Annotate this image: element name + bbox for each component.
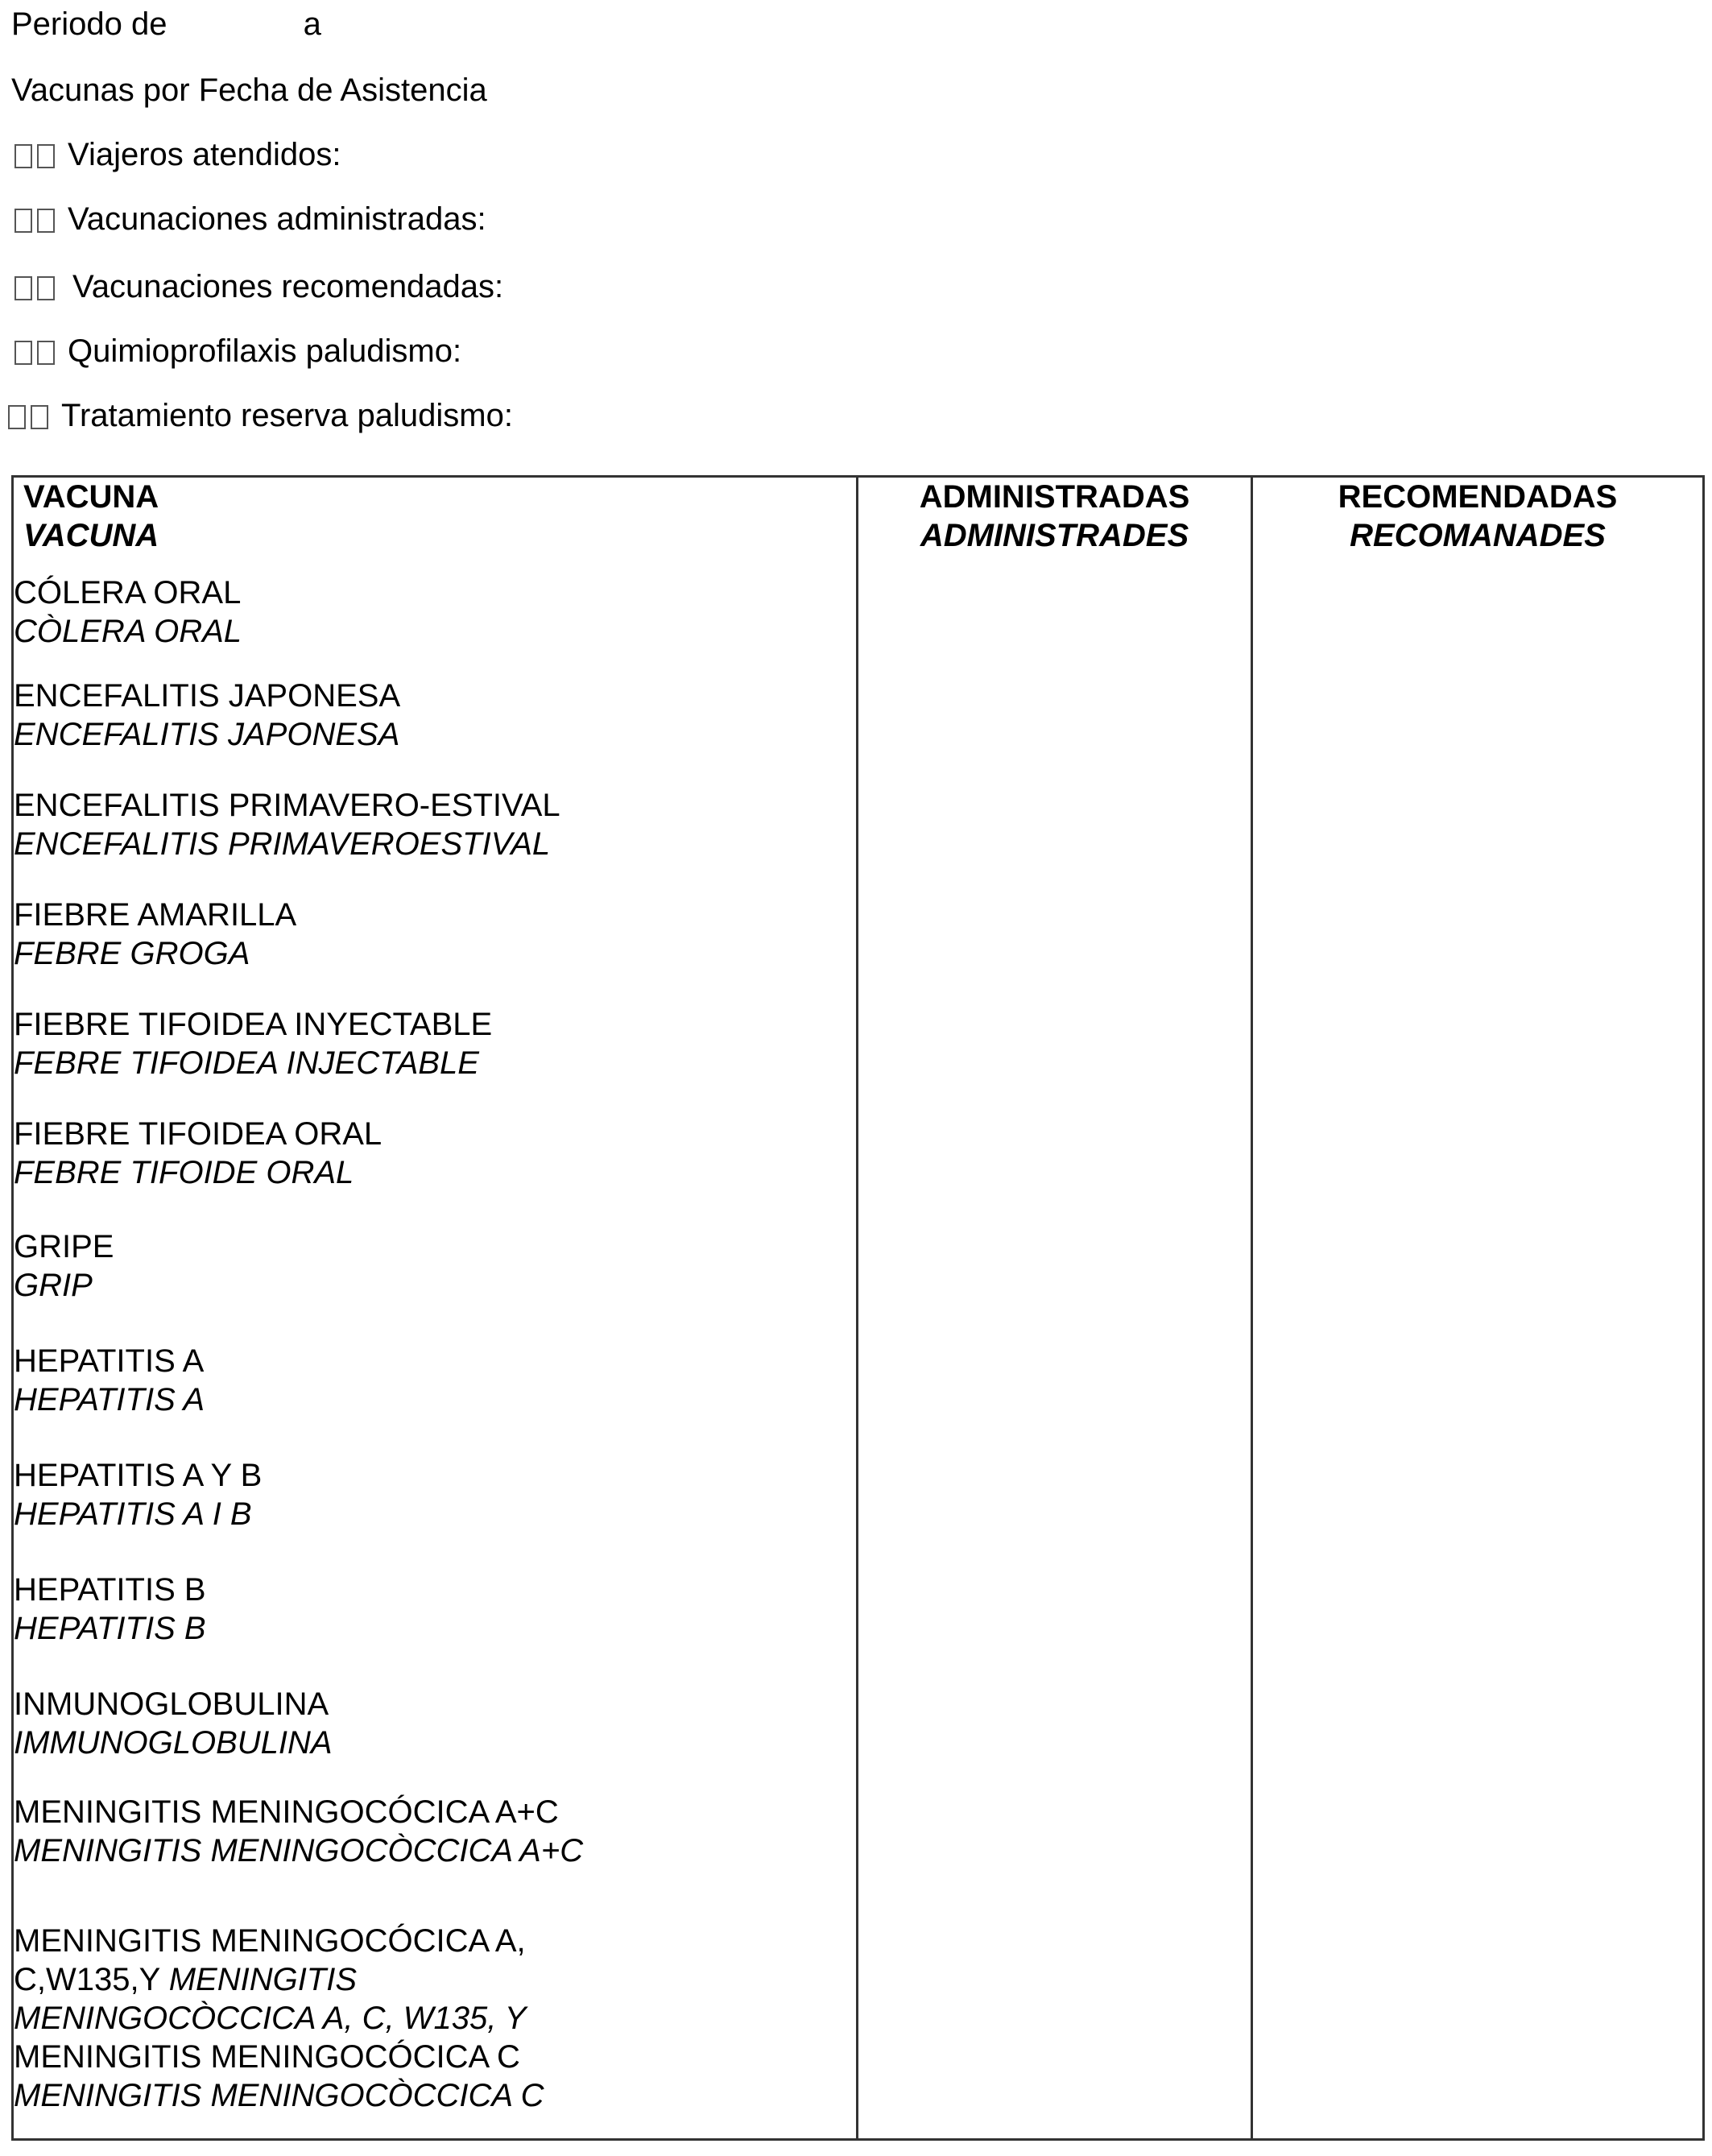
- vaccine-name-es: FIEBRE AMARILLA: [14, 896, 297, 933]
- vaccine-name-ca: MENINGITIS: [168, 1961, 358, 1997]
- vaccine-name-ca: ENCEFALITIS JAPONESA: [14, 716, 400, 752]
- vaccine-name-es: ENCEFALITIS JAPONESA: [14, 677, 401, 714]
- col-header-ca: VACUNA: [23, 518, 159, 553]
- summary-label: Vacunaciones recomendadas:: [72, 269, 504, 304]
- list-item: [14, 1685, 856, 1762]
- checkbox-icon: [14, 276, 32, 300]
- col-header-es: ADMINISTRADAS: [919, 479, 1190, 515]
- vaccine-name-es: MENINGITIS MENINGOCÓCICA C: [14, 2038, 520, 2075]
- col-header-es: VACUNA: [23, 479, 159, 515]
- col-header-ca: RECOMANADES: [1350, 518, 1606, 553]
- periodo-separator: a: [303, 6, 321, 42]
- col-header-ca: ADMINISTRADES: [920, 518, 1189, 553]
- vaccine-name-es: MENINGITIS MENINGOCÓCICA A,: [14, 1922, 526, 1959]
- list-item: [14, 573, 856, 651]
- checkbox-pair: [14, 335, 60, 374]
- list-item: [14, 1456, 856, 1533]
- summary-label: Quimioprofilaxis paludismo:: [68, 333, 462, 369]
- vaccine-name-ca: CÒLERA ORAL: [14, 613, 242, 649]
- checkbox-icon: [37, 144, 55, 168]
- vaccine-name-ca: HEPATITIS A I B: [14, 1496, 252, 1532]
- col-header-vacuna: [13, 477, 858, 573]
- table-body-row: [13, 573, 1704, 2140]
- vaccine-name-ca: ENCEFALITIS PRIMAVEROESTIVAL: [14, 826, 551, 862]
- vaccine-name-es: ENCEFALITIS PRIMAVERO-ESTIVAL: [14, 787, 560, 823]
- checkbox-icon: [37, 276, 55, 300]
- summary-quimioprofilaxis: [14, 332, 461, 374]
- recomendadas-cell[interactable]: [1252, 573, 1704, 2140]
- checkbox-pair: [14, 203, 60, 242]
- checkbox-pair: [8, 399, 53, 438]
- vaccine-name-ca: FEBRE TIFOIDE ORAL: [14, 1154, 354, 1190]
- summary-tratamiento: [8, 396, 513, 438]
- vaccine-name-mixed-line: [14, 1960, 856, 1999]
- vaccine-name-es: HEPATITIS A: [14, 1343, 205, 1379]
- administradas-cell[interactable]: [858, 573, 1252, 2140]
- list-item: [14, 1570, 856, 1648]
- checkbox-icon: [14, 144, 32, 168]
- vaccine-table: [11, 475, 1705, 2141]
- list-item: [14, 1115, 856, 1192]
- vaccine-name-ca: MENINGOCÒCCICA A, C, W135, Y: [14, 2000, 527, 2036]
- list-item: [14, 1793, 856, 1870]
- list-item: [14, 677, 856, 754]
- summary-viajeros: [14, 135, 341, 177]
- checkbox-icon: [8, 405, 26, 429]
- checkbox-pair: [14, 271, 60, 309]
- vaccine-name-es: C,W135,Y: [14, 1961, 160, 1997]
- vaccine-name-ca: GRIP: [14, 1267, 93, 1303]
- vaccine-name-es: FIEBRE TIFOIDEA INYECTABLE: [14, 1006, 493, 1042]
- vaccine-name-ca: HEPATITIS B: [14, 1610, 206, 1646]
- checkbox-icon: [14, 209, 32, 233]
- checkbox-icon: [37, 209, 55, 233]
- vaccine-name-ca: IMMUNOGLOBULINA: [14, 1724, 333, 1761]
- vaccine-name-ca: FEBRE TIFOIDEA INJECTABLE: [14, 1045, 479, 1081]
- checkbox-icon: [31, 405, 48, 429]
- list-item: [14, 1005, 856, 1082]
- checkbox-icon: [37, 341, 55, 365]
- summary-vac-administradas: [14, 200, 486, 242]
- vaccine-name-es: HEPATITIS B: [14, 1571, 206, 1608]
- vaccine-name-es: CÓLERA ORAL: [14, 574, 242, 610]
- summary-label: Viajeros atendidos:: [68, 137, 341, 172]
- vaccine-name-es: FIEBRE TIFOIDEA ORAL: [14, 1115, 383, 1152]
- vaccine-list-cell: [13, 573, 858, 2140]
- summary-label: Tratamiento reserva paludismo:: [61, 398, 513, 433]
- summary-label: Vacunaciones administradas:: [68, 201, 486, 237]
- periodo-label: Periodo de: [11, 6, 167, 42]
- list-item: [14, 1922, 856, 2115]
- checkbox-icon: [14, 341, 32, 365]
- vaccine-name-es: HEPATITIS A Y B: [14, 1457, 263, 1493]
- vaccine-name-es: INMUNOGLOBULINA: [14, 1686, 329, 1722]
- periodo-line: [11, 5, 321, 43]
- col-header-es: RECOMENDADAS: [1338, 479, 1618, 515]
- vaccine-name-ca: HEPATITIS A: [14, 1381, 205, 1417]
- checkbox-pair: [14, 139, 60, 177]
- list-item: [14, 896, 856, 973]
- subtitle: Vacunas por Fecha de Asistencia: [11, 72, 487, 108]
- list-item: [14, 1342, 856, 1419]
- vaccine-name-ca: MENINGITIS MENINGOCÒCCICA A+C: [14, 1832, 584, 1868]
- vaccine-name-es: GRIPE: [14, 1228, 114, 1264]
- col-header-administradas: [858, 477, 1252, 573]
- col-header-recomendadas: [1252, 477, 1704, 573]
- vaccine-name-ca: FEBRE GROGA: [14, 935, 250, 971]
- table-header-row: [13, 477, 1704, 573]
- vaccine-name-ca: MENINGITIS MENINGOCÒCCICA C: [14, 2077, 544, 2113]
- summary-vac-recomendadas: [14, 267, 503, 309]
- vaccine-name-es: MENINGITIS MENINGOCÓCICA A+C: [14, 1794, 559, 1830]
- list-item: [14, 1227, 856, 1305]
- list-item: [14, 786, 856, 863]
